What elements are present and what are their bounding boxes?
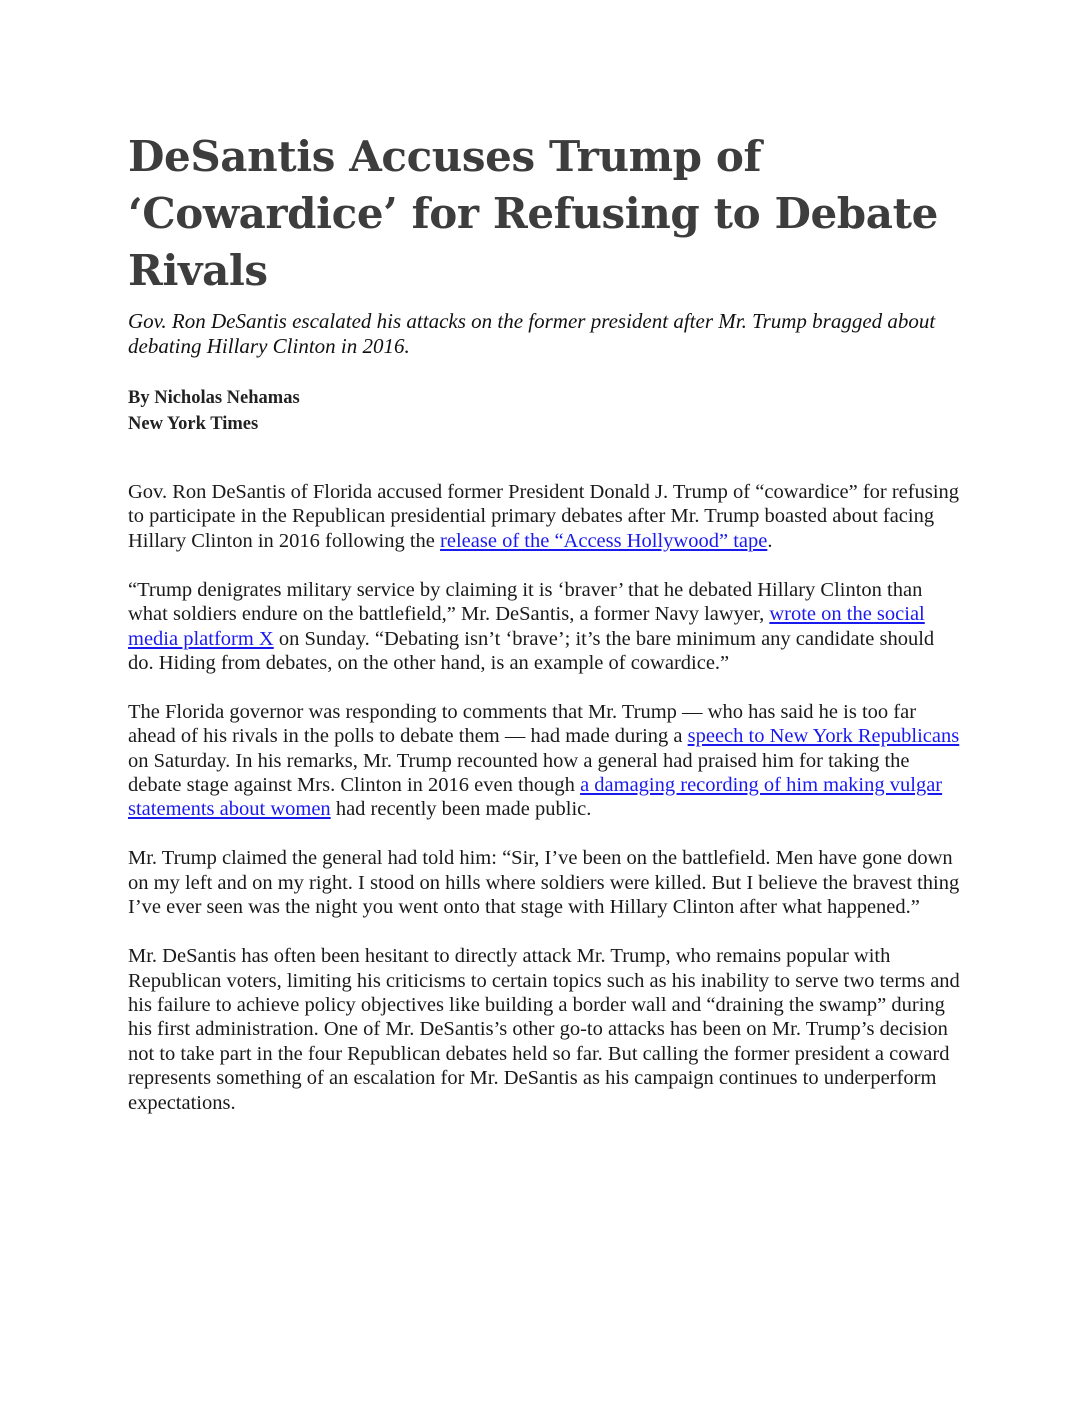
paragraph-3-text-b: on Saturday. In his remarks, Mr. Trump recounted how a general had praised him for taking the debate stage against Mrs. Clinton in 2016 even though — [128, 749, 910, 797]
publication-name: New York Times — [128, 414, 259, 434]
paragraph-4 — [128, 846, 960, 919]
paragraph-3-text-a: The Florida governor was responding to comments that Mr. Trump — who has said he is too far ahead of his rivals in the polls to debate them — had made during a — [128, 700, 917, 748]
paragraph-4-text-a: Mr. Trump claimed the general had told him: “Sir, I’ve been on the battlefield. Men have gone down on my left and on my right. I stood on hills where soldiers were killed. But I believe the bravest thing I’ve ever seen was the night you went onto that stage with Hillary Clinton after what happened.” — [128, 847, 960, 919]
paragraph-1-text-a: Gov. Ron DeSantis of Florida accused former President Donald J. Trump of “cowardice” for refusing to participate in the Republican presidential primary debates after Mr. Trump boasted about facing Hillary Clinton in 2016 following the — [128, 481, 960, 552]
paragraph-1-text-b: . — [767, 529, 773, 552]
paragraph-2 — [128, 578, 960, 676]
author-name: By Nicholas Nehamas — [128, 388, 300, 408]
byline — [128, 385, 960, 437]
paragraph-2-text-a: “Trump denigrates military service by claiming it is ‘braver’ that he debated Hillary Clinton than what soldiers endure on the battlefield,” Mr. DeSantis, a former Navy lawyer, — [128, 578, 923, 626]
damaging-recording-link[interactable]: a damaging recording of him making vulgar statements about women — [128, 774, 943, 821]
access-hollywood-tape-link[interactable]: release of the “Access Hollywood” tape — [440, 529, 768, 552]
paragraph-3 — [128, 700, 960, 822]
speech-link[interactable]: speech to New York Republicans — [687, 725, 960, 748]
paragraph-5 — [128, 944, 960, 1115]
paragraph-3-text-c: had recently been made public. — [330, 798, 592, 821]
article-body — [128, 480, 960, 1115]
paragraph-1 — [128, 480, 960, 553]
paragraph-5-text-a: Mr. DeSantis has often been hesitant to directly attack Mr. Trump, who remains popular with Republican voters, limiting his criticisms to certain topics such as his inability to serve two terms and his failure to achieve policy objectives like building a border wall and “draining the swamp” during his first administration. One of Mr. DeSantis’s other go-to attacks has been on Mr. Trump’s decision not to take part in the four Republican debates held so far. But calling the former president a coward represents something of an escalation for Mr. DeSantis as his campaign continues to underperform expectations. — [128, 945, 960, 1114]
article — [128, 128, 960, 1139]
social-media-post-link[interactable]: wrote on the social media platform X — [128, 603, 925, 650]
article-deck: Gov. Ron DeSantis escalated his attacks on the former president after Mr. Trump bragged about debating Hillary Clinton in 2016. — [128, 309, 936, 358]
paragraph-2-text-b: on Sunday. “Debating isn’t ‘brave’; it’s the bare minimum any candidate should do. Hiding from debates, on the other hand, is an example of cowardice.” — [128, 627, 935, 674]
article-headline: DeSantis Accuses Trump of ‘Cowardice’ for Refusing to Debate Rivals — [128, 132, 938, 295]
